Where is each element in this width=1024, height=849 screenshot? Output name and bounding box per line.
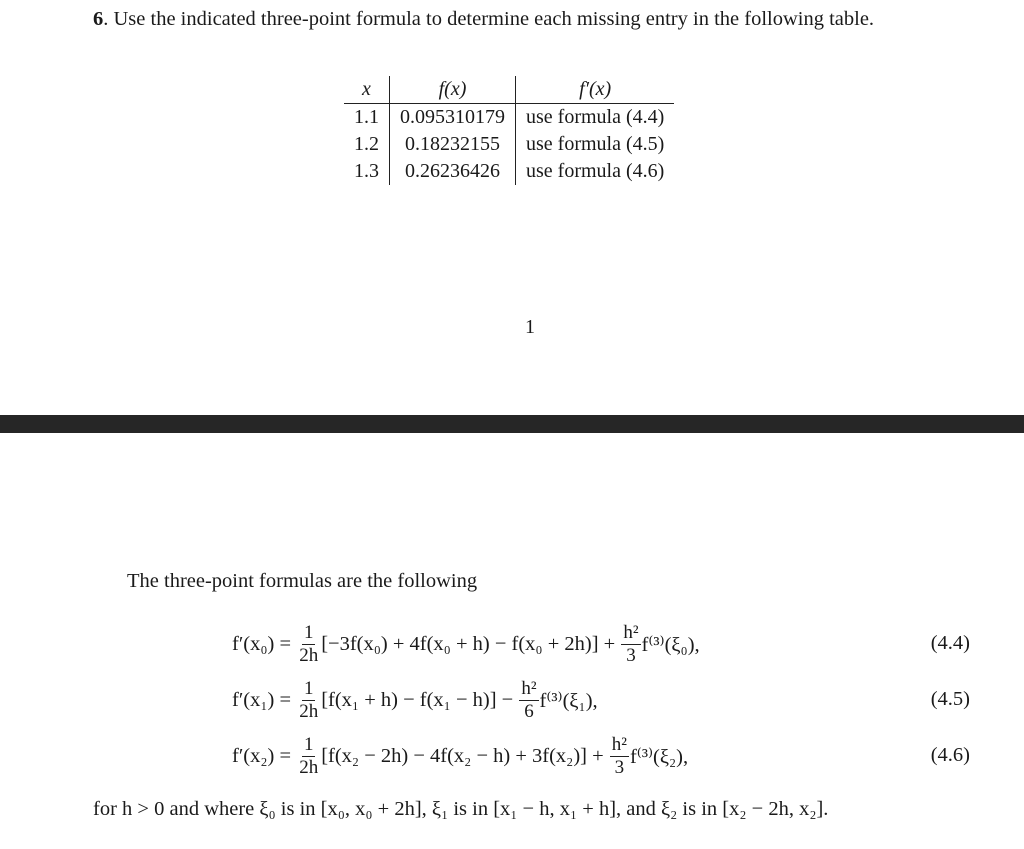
cell-fprime: use formula (4.6) bbox=[526, 160, 665, 182]
page-divider bbox=[0, 415, 1024, 433]
equation-body: [−3f(x₀) + 4f(x₀ + h) − f(x₀ + 2h)] + bbox=[321, 632, 616, 655]
formulas-intro: The three-point formulas are the following bbox=[127, 570, 478, 592]
fraction-1-over-2h: $\frac{1}{2h}$ bbox=[299, 733, 319, 778]
cell-x: 1.1 bbox=[344, 104, 390, 132]
cell-fprime: use formula (4.4) bbox=[526, 106, 665, 128]
equation-tail: f⁽³⁾(ξ₁), bbox=[539, 689, 598, 712]
cell-fx: 0.26236426 bbox=[390, 158, 516, 185]
equation-label: (4.6) bbox=[930, 744, 970, 766]
top-page bbox=[0, 0, 1024, 415]
cell-fprime: use formula (4.5) bbox=[526, 133, 665, 155]
cell-fx: 0.18232155 bbox=[390, 131, 516, 158]
equation-4-6 bbox=[232, 730, 976, 782]
problem-text: . Use the indicated three-point formula to determine each missing entry in the following table. bbox=[103, 8, 875, 30]
header-fprime: f′(x) bbox=[516, 76, 675, 104]
table-row bbox=[344, 131, 674, 158]
header-fx: f(x) bbox=[390, 76, 516, 104]
table-row bbox=[344, 158, 674, 185]
table-header-row bbox=[344, 76, 674, 104]
header-x: x bbox=[344, 76, 390, 104]
equation-tail: f⁽³⁾(ξ₂), bbox=[629, 745, 689, 768]
equation-lhs: f′(x₀) = bbox=[232, 632, 292, 655]
equation-body: [f(x₁ + h) − f(x₁ − h)] − bbox=[321, 688, 514, 711]
equation-body: [f(x₂ − 2h) − 4f(x₂ − h) + 3f(x₂)] + bbox=[321, 744, 604, 767]
equation-label: (4.5) bbox=[930, 688, 970, 710]
equation-4-5 bbox=[232, 674, 976, 726]
fraction-error-coefficient: $\frac{\text{h²}}{6}$ bbox=[521, 677, 537, 722]
fraction-error-coefficient: $\frac{\text{h²}}{3}$ bbox=[623, 621, 639, 666]
equation-4-4 bbox=[232, 618, 976, 670]
cell-x: 1.2 bbox=[344, 131, 390, 158]
problem-statement bbox=[93, 6, 973, 33]
equation-label: (4.4) bbox=[930, 632, 970, 654]
equation-lhs: f′(x₂) = bbox=[232, 744, 292, 767]
fraction-error-coefficient: $\frac{\text{h²}}{3}$ bbox=[611, 733, 627, 778]
fraction-1-over-2h: $\frac{1}{2h}$ bbox=[299, 621, 319, 666]
problem-number: 6 bbox=[93, 8, 104, 30]
closing-condition: for h > 0 and where ξ₀ is in [x₀, x₀ + 2h], ξ₁ is in [x₁ − h, x₁ + h], and ξ₂ is in [x₂ − 2h, x₂]. bbox=[93, 798, 829, 820]
equation-lhs: f′(x₁) = bbox=[232, 688, 292, 711]
table-row bbox=[344, 104, 674, 132]
values-table bbox=[344, 76, 674, 185]
equation-tail: f⁽³⁾(ξ₀), bbox=[641, 633, 700, 656]
fraction-1-over-2h: $\frac{1}{2h}$ bbox=[299, 677, 319, 722]
cell-x: 1.3 bbox=[344, 158, 390, 185]
cell-fx: 0.095310179 bbox=[390, 104, 516, 132]
page-number: 1 bbox=[525, 316, 535, 338]
